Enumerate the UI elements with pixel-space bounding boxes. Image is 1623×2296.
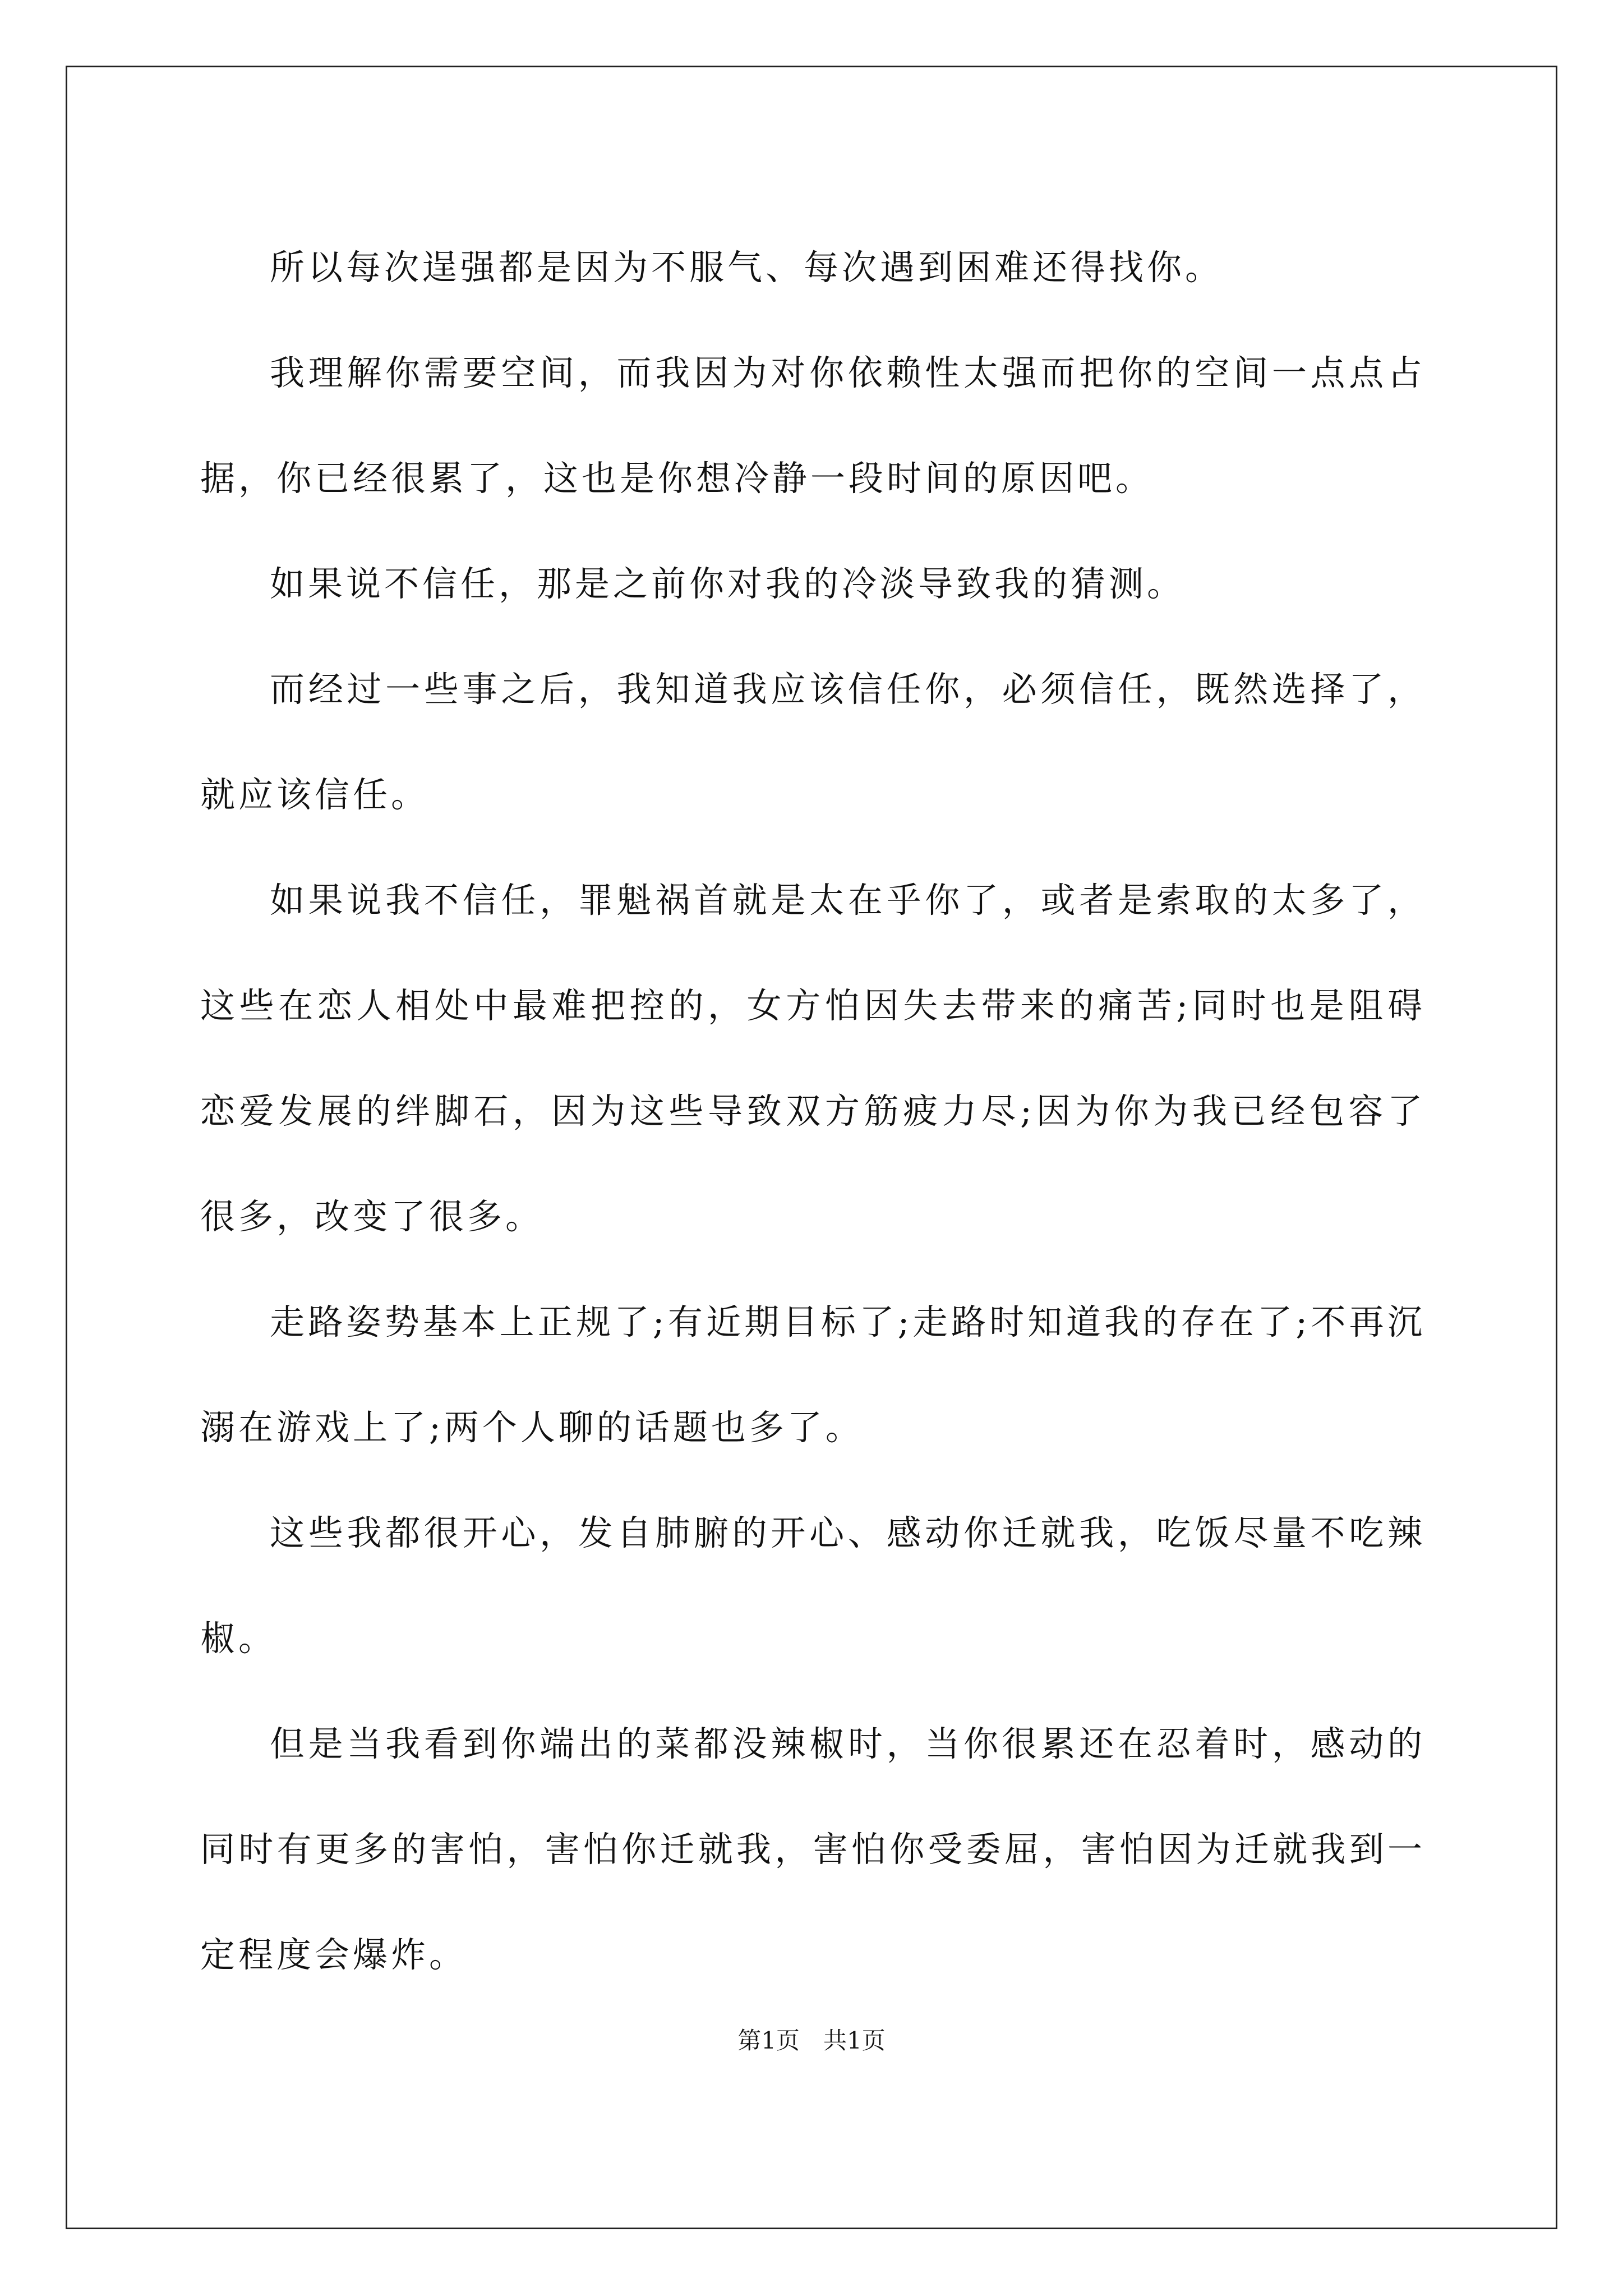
paragraph-6: 走路姿势基本上正规了;有近期目标了;走路时知道我的存在了;不再沉溺在游戏上了;两个人聊的话题也多了。 — [200, 1301, 1426, 1448]
paragraph-3: 如果说不信任，那是之前你对我的冷淡导致我的猜测。 — [270, 563, 1186, 604]
page-number-footer: 第1页 共1页 — [737, 2027, 886, 2054]
paragraph-8: 但是当我看到你端出的菜都没辣椒时，当你很累还在忍着时，感动的同时有更多的害怕，害怕你迁就我，害怕你受委屈，害怕因为迁就我到一定程度会爆炸。 — [200, 1723, 1426, 1975]
paragraph-4: 而经过一些事之后，我知道我应该信任你，必须信任，既然选择了，就应该信任。 — [200, 669, 1426, 815]
document-body — [200, 215, 1426, 2008]
paragraph-5: 如果说我不信任，罪魁祸首就是太在乎你了，或者是索取的太多了，这些在恋人相处中最难把控的，女方怕因失去带来的痛苦;同时也是阻碍恋爱发展的绊脚石，因为这些导致双方筋疲力尽;因为你为我已经包容了很多，改变了很多。 — [200, 880, 1426, 1237]
paragraph-2: 我理解你需要空间，而我因为对你依赖性太强而把你的空间一点点占据，你已经很累了，这也是你想冷静一段时间的原因吧。 — [200, 352, 1426, 499]
paragraph-1: 所以每次逞强都是因为不服气、每次遇到困难还得找你。 — [270, 247, 1224, 288]
paragraph-7: 这些我都很开心，发自肺腑的开心、感动你迁就我，吃饭尽量不吃辣椒。 — [200, 1512, 1426, 1659]
